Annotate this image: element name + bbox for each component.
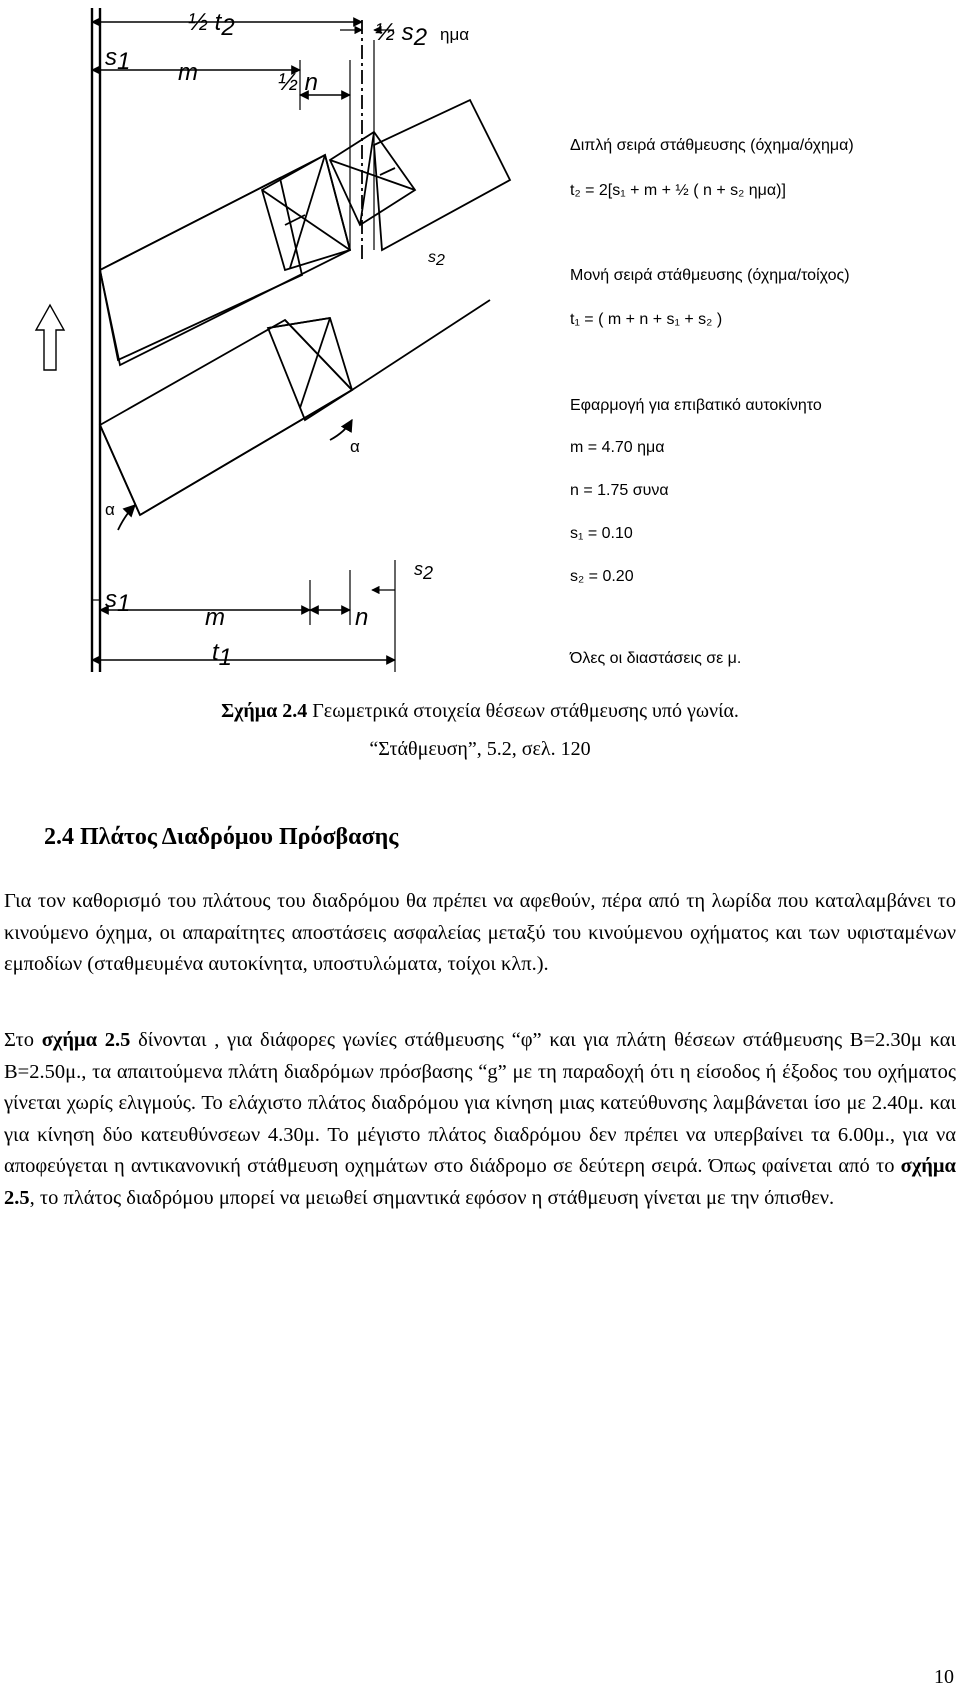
label-hma: ημα bbox=[440, 25, 470, 44]
note-single-row: Μονή σειρά στάθμευσης (όχημα/τοίχος) bbox=[570, 267, 850, 284]
note-m-value: m = 4.70 ημα bbox=[570, 439, 665, 456]
paragraph-1: Για τον καθορισμό του πλάτους του διαδρόμου θα πρέπει να αφεθούν, πέρα από τη λωρίδα που καταλαμβάνει το κινούμενο όχημα, οι απαραίτητες αποστάσεις ασφαλείας μεταξύ του κινούμενου οχήματος και των υφισταμένων εμποδίων (σταθμευμένα αυτοκίνητα, υποστυλώματα, τοίχοι κλπ.). bbox=[4, 890, 956, 975]
caption-source: “Στάθμευση”, 5.2, σελ. 120 bbox=[369, 738, 591, 760]
label-m-top: m bbox=[178, 59, 198, 86]
label-half-n: ½ n bbox=[278, 69, 319, 96]
note-double-row: Διπλή σειρά στάθμευσης (όχημα/όχημα) bbox=[570, 137, 854, 154]
paragraph-2: Στο σχήμα 2.5 δίνονται , για διάφορες γωνίες στάθμευσης “φ” και για πλάτη θέσεων στάθμευσης Β=2.30μ και Β=2.50μ., τα απαιτούμενα πλάτη διαδρόμων πρόσβασης “g” με τη παραδοχή ότι η είσοδος ή έξοδος του οχήματος γίνεται χωρίς ελιγμούς. Το ελάχιστο πλάτος διαδρόμου για κίνηση μιας κατεύθυνσης λαμβάνεται ίσο με 2.40μ. και για κίνηση δύο κατευθύνσεων 4.30μ. Το μέγιστο πλάτος διαδρόμου δεν πρέπει να υπερβαίνει τα 6.00μ., για να αποφεύγεται η αντικανονική στάθμευση οχημάτων στο διάδρομο σε δεύτερη σειρά. Όπως φαίνεται από το σχήμα 2.5, το πλάτος διαδρόμου μπορεί να μειωθεί σημαντικά εφόσον η στάθμευση γίνεται με την όπισθεν. bbox=[4, 1029, 956, 1209]
label-half-t2: ½ t2 bbox=[188, 9, 235, 41]
note-units: Όλες οι διαστάσεις σε μ. bbox=[570, 650, 742, 667]
note-t1-formula: t₁ = ( m + n + s₁ + s₂ ) bbox=[570, 311, 723, 328]
caption-label: Σχήμα 2.4 bbox=[221, 700, 308, 722]
label-t1: t1 bbox=[212, 639, 233, 671]
caption-text: Γεωμετρικά στοιχεία θέσεων στάθμευσης υπό γωνία. bbox=[307, 700, 739, 722]
label-n-bottom: n bbox=[355, 604, 369, 631]
note-application: Εφαρμογή για επιβατικό αυτοκίνητο bbox=[570, 397, 822, 414]
note-t2-formula: t₂ = 2[s₁ + m + ½ ( n + s₂ ημα)] bbox=[570, 182, 786, 199]
label-alpha-1: α bbox=[350, 437, 360, 456]
label-s2-mid: s2 bbox=[428, 249, 445, 269]
label-m-bottom: m bbox=[205, 604, 225, 631]
label-s2-bottom: s2 bbox=[414, 559, 434, 583]
note-n-value: n = 1.75 συνα bbox=[570, 482, 669, 499]
figure-caption bbox=[0, 700, 960, 723]
figure-ref-link: σχήμα 2.5 bbox=[41, 1029, 131, 1051]
lower-vehicle-row bbox=[100, 300, 490, 530]
parking-geometry-figure bbox=[0, 0, 960, 690]
label-s1-bottom: s1 bbox=[105, 586, 131, 617]
label-alpha-2: α bbox=[105, 500, 115, 519]
page-number: 10 bbox=[934, 1666, 954, 1688]
label-half-s2: ½ s2 bbox=[375, 19, 428, 51]
note-s2-value: s₂ = 0.20 bbox=[570, 568, 634, 585]
direction-arrow-icon bbox=[36, 305, 64, 370]
figure-ref-link: σχήμα 2.5 bbox=[4, 1155, 956, 1209]
note-s1-value: s₁ = 0.10 bbox=[570, 525, 633, 542]
section-heading: 2.4 Πλάτος Διαδρόμου Πρόσβασης bbox=[44, 824, 399, 850]
upper-vehicle-row bbox=[100, 100, 510, 365]
label-s1-top: s1 bbox=[105, 44, 131, 75]
